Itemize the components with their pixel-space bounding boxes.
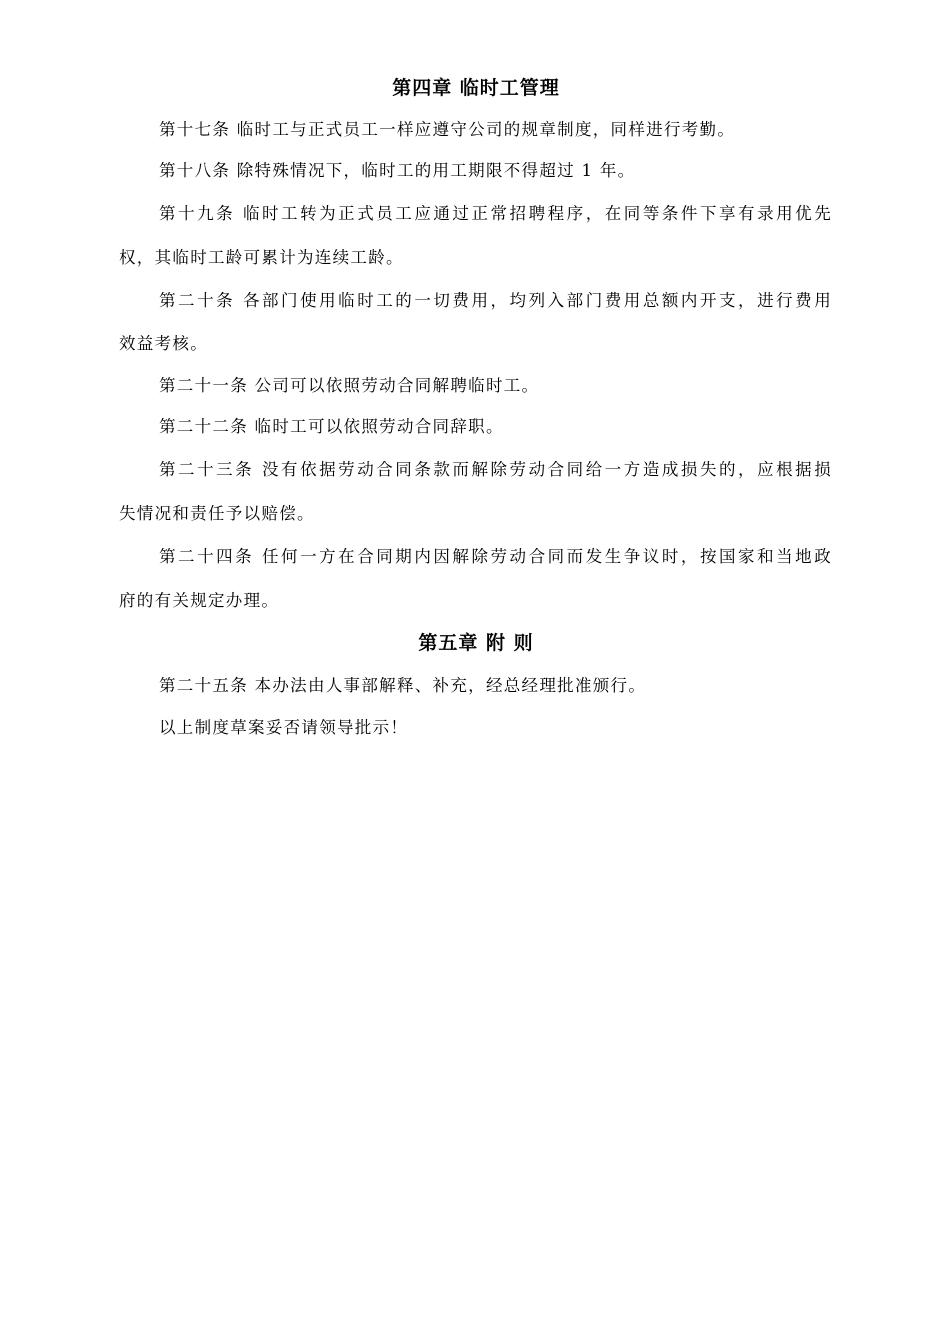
chapter-4-heading: 第四章 临时工管理: [392, 77, 560, 99]
article-20-line-2: 效益考核。: [119, 334, 208, 353]
article-23-line-1: 第二十三条 没有依据劳动合同条款而解除劳动合同给一方造成损失的，应根据损: [159, 460, 832, 479]
chapter-5-heading: 第五章 附 则: [418, 632, 534, 654]
article-17: 第十七条 临时工与正式员工一样应遵守公司的规章制度，同样进行考勤。: [159, 120, 736, 139]
article-25: 第二十五条 本办法由人事部解释、补充，经总经理批准颁行。: [159, 676, 647, 695]
article-18: 第十八条 除特殊情况下，临时工的用工期限不得超过 1 年。: [159, 161, 636, 180]
article-22: 第二十二条 临时工可以依照劳动合同辞职。: [159, 417, 504, 436]
article-19-line-2: 权，其临时工龄可累计为连续工龄。: [119, 248, 404, 267]
closing-note: 以上制度草案妥否请领导批示！: [159, 718, 409, 737]
article-19-line-1: 第十九条 临时工转为正式员工应通过正常招聘程序，在同等条件下享有录用优先: [159, 204, 832, 223]
article-24-line-1: 第二十四条 任何一方在合同期内因解除劳动合同而发生争议时，按国家和当地政: [159, 547, 832, 566]
article-21: 第二十一条 公司可以依照劳动合同解聘临时工。: [159, 376, 540, 395]
article-24-line-2: 府的有关规定办理。: [119, 591, 280, 610]
article-20-line-1: 第二十条 各部门使用临时工的一切费用，均列入部门费用总额内开支，进行费用: [159, 291, 832, 310]
article-23-line-2: 失情况和责任予以赔偿。: [119, 504, 315, 523]
